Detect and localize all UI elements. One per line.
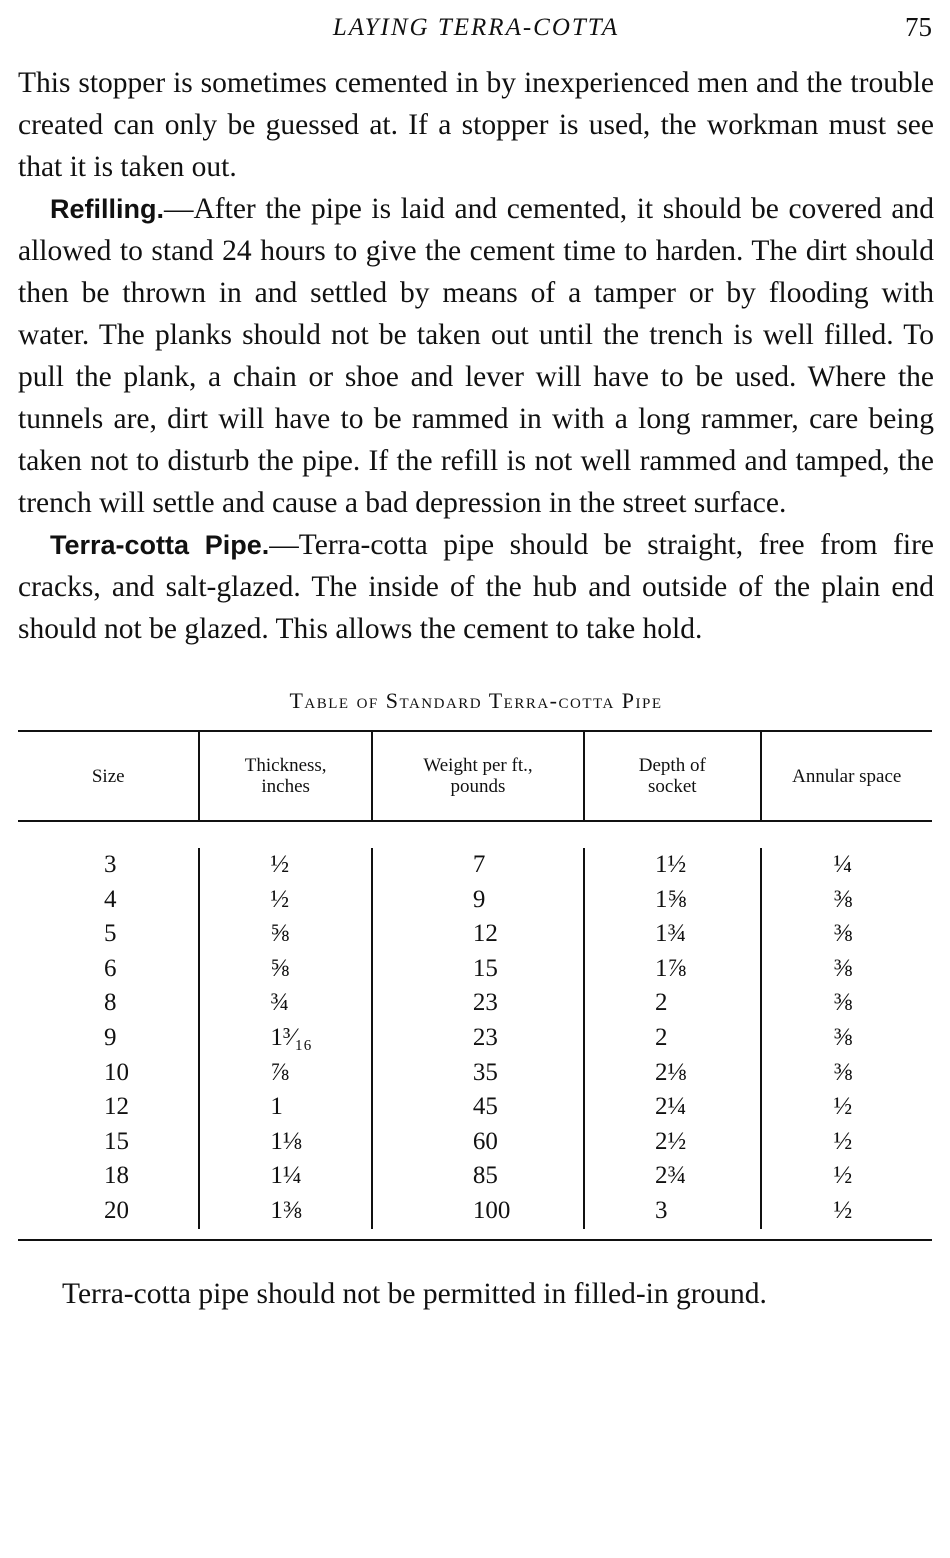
annular-cell: ⅜ xyxy=(833,1023,853,1051)
thickness-cell: 1³⁄₁₆ xyxy=(270,1023,313,1051)
terra-cotta-pipe-body: —Terra-cotta pipe should be straight, free from fire cracks, and salt-glazed. The inside of the hub and outside of the plain end should not be glazed. This allows the cement to take hold. xyxy=(18,529,935,645)
annular-cell: ⅜ xyxy=(833,885,853,913)
weight-cell: 7 xyxy=(472,851,486,878)
depth-cell: 1½ xyxy=(655,851,687,878)
annular-cell: ½ xyxy=(833,1162,853,1190)
header-depth-label: Depth of socket xyxy=(638,755,706,797)
header-annular-label: Annular space xyxy=(792,765,902,787)
thickness-cell: ½ xyxy=(270,851,290,878)
thickness-cell: 1¼ xyxy=(270,1162,302,1190)
depth-cell: 2¾ xyxy=(655,1162,687,1190)
annular-cell: ¼ xyxy=(833,851,853,878)
column-size xyxy=(18,848,200,1229)
thickness-cell: ½ xyxy=(270,885,290,913)
table-caption: Table of Standard Terra-cotta Pipe xyxy=(289,688,663,713)
thickness-cell: 1⅜ xyxy=(270,1196,302,1224)
weight-cell: 85 xyxy=(472,1162,498,1190)
header-depth xyxy=(585,732,761,820)
header-thickness-label: Thickness, inches xyxy=(244,755,327,797)
page-number: 75 xyxy=(905,12,932,42)
column-thickness xyxy=(200,848,373,1229)
paragraph-terra-cotta-pipe xyxy=(18,524,934,650)
annular-cell: ⅜ xyxy=(833,954,853,982)
size-cell: 3 xyxy=(104,851,117,878)
size-cell: 10 xyxy=(104,1058,129,1086)
annular-cell: ½ xyxy=(833,1196,853,1224)
size-cell: 12 xyxy=(104,1093,129,1121)
header-weight xyxy=(373,732,585,820)
column-annular xyxy=(762,848,933,1229)
size-cell: 8 xyxy=(104,989,117,1017)
thickness-cell: 1 xyxy=(270,1093,283,1121)
depth-cell: 2 xyxy=(655,989,668,1017)
thickness-cell: ⅝ xyxy=(270,920,290,948)
annular-cell: ½ xyxy=(833,1127,853,1155)
depth-cell: 2 xyxy=(655,1023,668,1051)
depth-cell: 1⅝ xyxy=(655,885,687,913)
annular-cell: ⅜ xyxy=(833,920,853,948)
header-annular xyxy=(762,732,933,820)
size-cell: 18 xyxy=(104,1162,129,1190)
annular-cell: ⅜ xyxy=(833,989,853,1017)
column-depth xyxy=(585,848,761,1229)
weight-cell: 60 xyxy=(472,1127,498,1155)
header-size xyxy=(18,732,200,820)
pipe-table xyxy=(18,730,932,1241)
depth-cell: 2⅛ xyxy=(655,1058,687,1086)
thickness-cell: ⅝ xyxy=(270,954,290,982)
weight-cell: 35 xyxy=(472,1058,498,1086)
paragraph-closing: Terra-cotta pipe should not be permitted in filled-in ground. xyxy=(62,1277,767,1310)
column-weight xyxy=(373,848,585,1229)
depth-cell: 1⅞ xyxy=(655,954,687,982)
weight-cell: 45 xyxy=(472,1093,498,1121)
annular-cell: ⅜ xyxy=(833,1058,853,1086)
header-size-label: Size xyxy=(91,765,125,787)
book-page xyxy=(18,0,934,1315)
table-body xyxy=(18,822,932,1239)
size-cell: 20 xyxy=(104,1196,129,1224)
thickness-cell: 1⅛ xyxy=(270,1127,302,1155)
terra-cotta-pipe-heading: Terra-cotta Pipe. xyxy=(50,530,270,560)
paragraph-refilling xyxy=(18,188,934,524)
paragraph-stopper: This stopper is sometimes cemented in by inexperienced men and the trouble created can only be guessed at. If a stopper is used, the workman must see that it is taken out. xyxy=(18,67,934,183)
depth-cell: 3 xyxy=(655,1196,668,1224)
size-cell: 5 xyxy=(104,920,117,948)
size-cell: 4 xyxy=(104,885,117,913)
weight-cell: 12 xyxy=(472,920,498,948)
depth-cell: 2½ xyxy=(655,1127,687,1155)
annular-cell: ½ xyxy=(833,1093,853,1121)
thickness-cell: ⅞ xyxy=(270,1058,290,1086)
refilling-body: —After the pipe is laid and cemented, it should be covered and allowed to stand 24 hours to give the cement time to harden. The dirt should then be thrown in and settled by means of a tamper or by flooding with water. The planks should not be taken out until the trench is well filled. To pull the plank, a chain or shoe and lever will have to be used. Where the tunnels are, dirt will have to be rammed in with a long rammer, care being taken not to disturb the pipe. If the refill is not well rammed and tamped, the trench will settle and cause a bad depression in the street surface. xyxy=(18,193,934,519)
refilling-heading: Refilling. xyxy=(50,194,164,224)
weight-cell: 100 xyxy=(472,1196,511,1224)
weight-cell: 23 xyxy=(472,989,498,1017)
running-title: LAYING TERRA-COTTA xyxy=(332,14,620,41)
weight-cell: 23 xyxy=(472,1023,498,1051)
header-weight-label: Weight per ft., pounds xyxy=(423,755,533,797)
header-thickness xyxy=(200,732,373,820)
depth-cell: 2¼ xyxy=(655,1093,687,1121)
depth-cell: 1¾ xyxy=(655,920,687,948)
size-cell: 6 xyxy=(104,954,117,982)
weight-cell: 15 xyxy=(472,954,498,982)
running-head xyxy=(18,0,934,62)
table-header-row xyxy=(18,732,932,822)
size-cell: 15 xyxy=(104,1127,129,1155)
size-cell: 9 xyxy=(104,1023,117,1051)
thickness-cell: ¾ xyxy=(270,989,290,1017)
weight-cell: 9 xyxy=(472,885,486,913)
